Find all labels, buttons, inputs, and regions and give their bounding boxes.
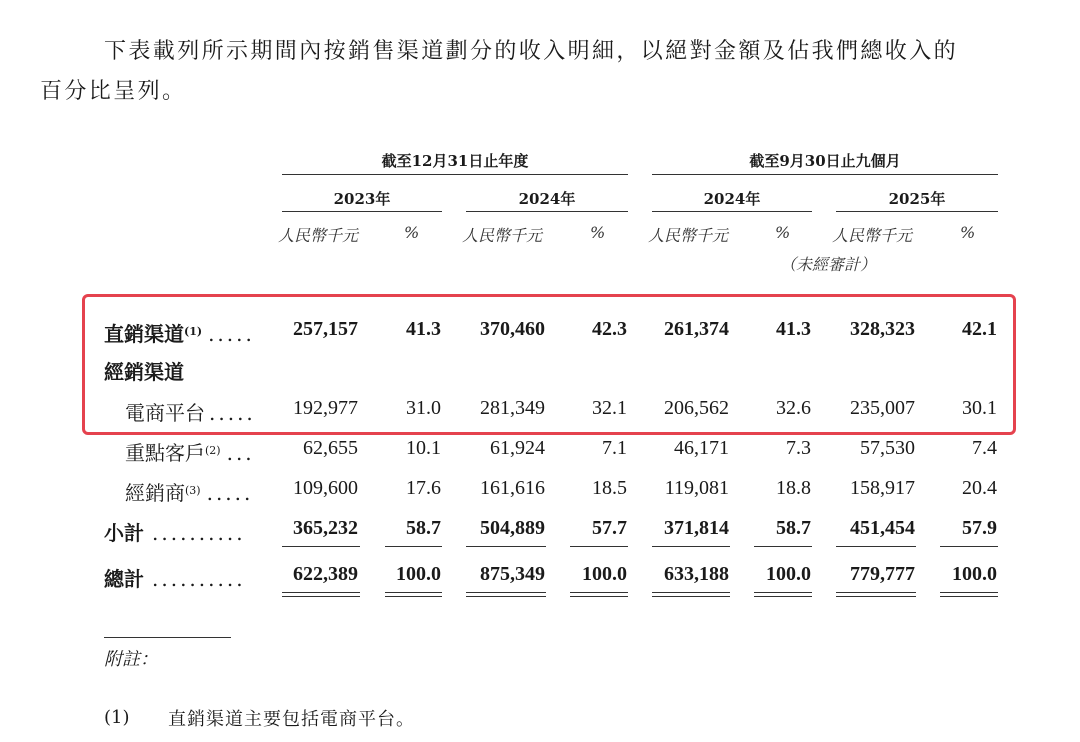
amount-cell: 504,889 — [480, 517, 545, 539]
group-header-9m: 截至9月30日止九個月 — [749, 152, 901, 170]
rule — [282, 174, 628, 175]
row-label-distributors: 經銷商$^{(3)}$ ..... — [125, 481, 254, 505]
double-rule — [466, 592, 546, 597]
double-rule — [385, 592, 442, 597]
percent-cell: 42.1 — [962, 318, 997, 340]
percent-cell: 100.0 — [582, 563, 627, 585]
percent-cell: 100.0 — [766, 563, 811, 585]
rule — [466, 546, 546, 547]
percent-cell: 10.1 — [406, 437, 441, 459]
unit-pct: % — [775, 223, 791, 242]
footnote-text: 直銷渠道主要包括電商平台。 — [168, 709, 415, 730]
percent-cell: 41.3 — [776, 318, 811, 340]
rule — [282, 546, 360, 547]
unit-amount: 人民幣千元 — [278, 226, 359, 245]
unit-amount: 人民幣千元 — [832, 226, 913, 245]
amount-cell: 633,188 — [664, 563, 729, 585]
percent-cell: 41.3 — [406, 318, 441, 340]
percent-cell: 7.1 — [602, 437, 627, 459]
rule — [754, 546, 812, 547]
year-header: 2025年 — [888, 190, 946, 208]
rule — [385, 546, 442, 547]
intro-line-1: 下表載列所示期間內按銷售渠道劃分的收入明細，以絕對金額及佔我們總收入的 — [104, 39, 959, 64]
rule — [836, 211, 998, 212]
year-header: 2023年 — [333, 190, 391, 208]
rule — [570, 546, 628, 547]
amount-cell: 875,349 — [480, 563, 545, 585]
percent-cell: 17.6 — [406, 477, 441, 499]
amount-cell: 257,157 — [293, 318, 358, 340]
percent-cell: 58.7 — [406, 517, 441, 539]
footnote-number: (1) — [104, 707, 130, 728]
group-header-fy: 截至12月31日止年度 — [381, 152, 529, 170]
intro-paragraph — [40, 32, 1040, 112]
amount-cell: 328,323 — [850, 318, 915, 340]
amount-cell: 161,616 — [480, 477, 545, 499]
double-rule — [940, 592, 998, 597]
amount-cell: 622,389 — [293, 563, 358, 585]
amount-cell: 451,454 — [850, 517, 915, 539]
amount-cell: 109,600 — [293, 477, 358, 499]
row-label-ecommerce: 電商平台 ..... — [125, 401, 256, 425]
amount-cell: 192,977 — [293, 397, 358, 419]
percent-cell: 18.5 — [592, 477, 627, 499]
percent-cell: 7.3 — [786, 437, 811, 459]
notes-heading: 附註： — [104, 649, 158, 670]
year-header: 2024年 — [518, 190, 576, 208]
amount-cell: 119,081 — [664, 477, 729, 499]
row-label-direct: 直銷渠道$^{(1)}$ ..... — [104, 322, 255, 346]
amount-cell: 62,655 — [303, 437, 358, 459]
amount-cell: 235,007 — [850, 397, 915, 419]
unaudited-note: （未經審計） — [780, 255, 877, 274]
unit-pct: % — [960, 223, 976, 242]
amount-cell: 365,232 — [293, 517, 358, 539]
double-rule — [652, 592, 730, 597]
percent-cell: 30.1 — [962, 397, 997, 419]
rule — [652, 546, 730, 547]
double-rule — [836, 592, 916, 597]
double-rule — [282, 592, 360, 597]
percent-cell: 58.7 — [776, 517, 811, 539]
footnote-divider — [104, 637, 231, 638]
double-rule — [570, 592, 628, 597]
amount-cell: 281,349 — [480, 397, 545, 419]
rule — [836, 546, 916, 547]
percent-cell: 100.0 — [952, 563, 997, 585]
percent-cell: 20.4 — [962, 477, 997, 499]
unit-amount: 人民幣千元 — [648, 226, 729, 245]
unit-pct: % — [404, 223, 420, 242]
unit-pct: % — [590, 223, 606, 242]
percent-cell: 31.0 — [406, 397, 441, 419]
rule — [652, 211, 812, 212]
rule — [466, 211, 628, 212]
rule — [652, 174, 998, 175]
row-label-total: 總計 .......... — [104, 567, 246, 591]
amount-cell: 46,171 — [674, 437, 729, 459]
year-header: 2024年 — [703, 190, 761, 208]
percent-cell: 57.9 — [962, 517, 997, 539]
amount-cell: 206,562 — [664, 397, 729, 419]
intro-line-2: 百分比呈列。 — [40, 79, 187, 104]
percent-cell: 18.8 — [776, 477, 811, 499]
rule — [940, 546, 998, 547]
unit-amount: 人民幣千元 — [462, 226, 543, 245]
row-label-subtotal: 小計 .......... — [104, 521, 246, 545]
amount-cell: 261,374 — [664, 318, 729, 340]
percent-cell: 32.6 — [776, 397, 811, 419]
double-rule — [754, 592, 812, 597]
row-label-distribution: 經銷渠道 — [104, 360, 184, 384]
percent-cell: 57.7 — [592, 517, 627, 539]
amount-cell: 57,530 — [860, 437, 915, 459]
amount-cell: 779,777 — [850, 563, 915, 585]
percent-cell: 42.3 — [592, 318, 627, 340]
percent-cell: 7.4 — [972, 437, 997, 459]
highlight-box — [82, 294, 1016, 435]
amount-cell: 371,814 — [664, 517, 729, 539]
amount-cell: 370,460 — [480, 318, 545, 340]
rule — [282, 211, 442, 212]
row-label-key-accounts: 重點客戶$^{(2)}$ ... — [125, 441, 255, 465]
amount-cell: 61,924 — [490, 437, 545, 459]
amount-cell: 158,917 — [850, 477, 915, 499]
percent-cell: 100.0 — [396, 563, 441, 585]
percent-cell: 32.1 — [592, 397, 627, 419]
